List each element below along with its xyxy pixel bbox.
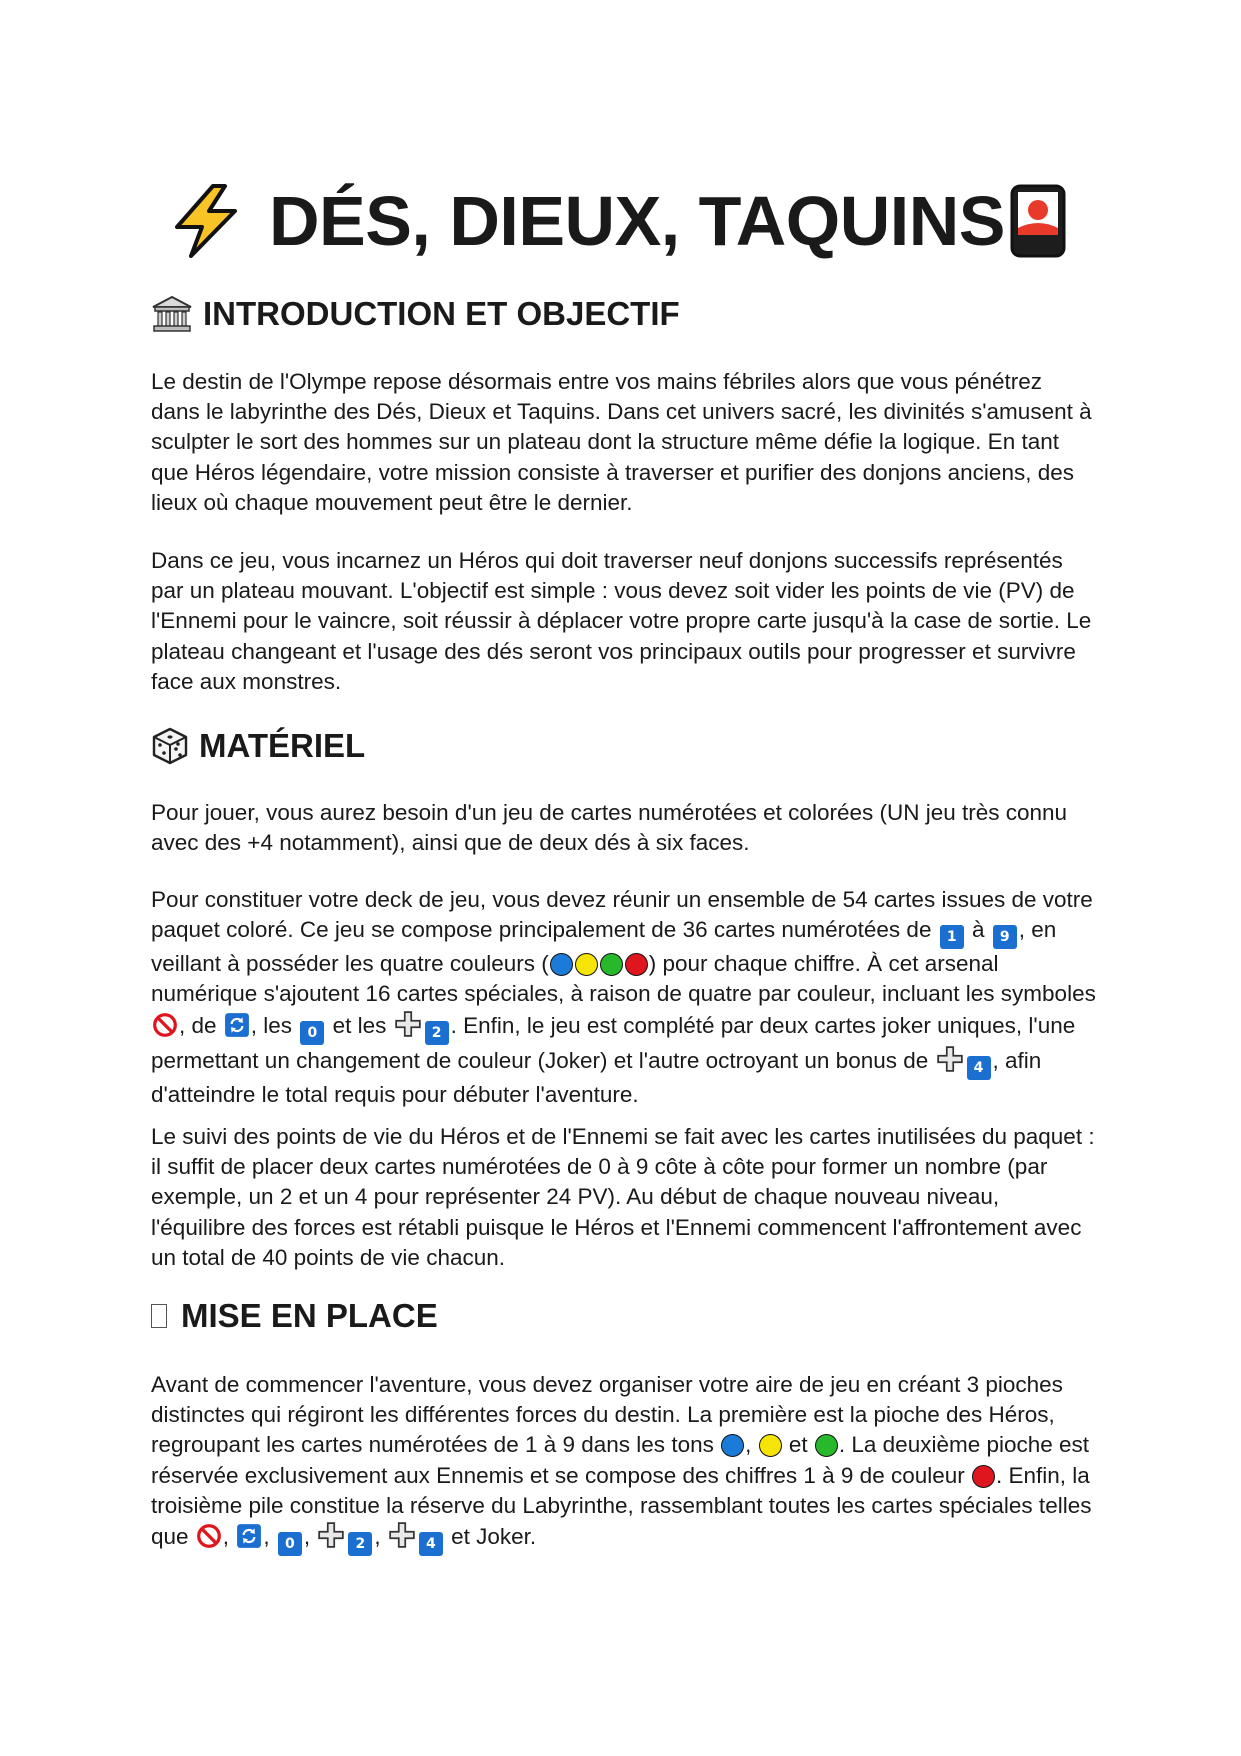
- title-text: DÉS, DIEUX, TAQUINS: [269, 182, 1005, 260]
- yellow-circle-icon: [575, 953, 598, 976]
- yellow-circle-icon: [759, 1434, 782, 1457]
- materiel-paragraph-2: Pour constituer votre deck de jeu, vous devez réunir un ensemble de 54 cartes issues de votre paquet coloré. Ce jeu se compose principalement de 36 cartes numérotées de 1 à 9 , en veillant à posséder les quatre couleurs ( ) pour chaque chiffre. À cet arsenal numérique s'ajoutent 16 cartes spéciales, à raison de quatre par couleur, incluant les symboles , de , les 0 et les 2 . Enfin, le jeu est complété par deux cartes joker uniques, l'une permettant un changement de couleur (Joker) et l'autre octroyant un bonus de 4 , afin d'atteindre le total requis pour débuter l'aventure.: [151, 887, 1096, 1107]
- materiel-paragraph-3: Le suivi des points de vie du Héros et de l'Ennemi se fait avec les cartes inutilisées du paquet : il suffit de placer deux cartes numérotées de 0 à 9 côte à côte pour former un nombre (par exemple, un 2 et un 4 pour représenter 24 PV). Au début de chaque nouveau niveau, l'équilibre des forces est rétabli puisque le Héros et l'Ennemi commencent l'affrontement avec un total de 40 points de vie chacun.: [151, 1124, 1095, 1270]
- blue-card-0: 0: [278, 1532, 302, 1556]
- red-circle-icon: [625, 953, 648, 976]
- intro-paragraph-1: Le destin de l'Olympe repose désormais entre vos mains fébriles alors que vous pénétrez dans le labyrinthe des Dés, Dieux et Taquins. Dans cet univers sacré, les divinités s'amusent à sculpter le sort des hommes sur un plateau dont la structure même défie la logique. En tant que Héros légendaire, votre mission consiste à traverser et purifier des donjons anciens, des lieux où chaque mouvement peut être le dernier.: [151, 369, 1092, 515]
- blue-card-2: 2: [425, 1021, 449, 1045]
- heading-text: MATÉRIEL: [199, 727, 366, 764]
- missing-glyph-icon: [151, 1304, 167, 1328]
- reverse-arrows-icon: [236, 1523, 262, 1549]
- green-circle-icon: [815, 1434, 838, 1457]
- page-title: [169, 176, 1073, 266]
- plus-icon: [388, 1521, 416, 1549]
- plus-icon: [936, 1045, 964, 1073]
- reverse-arrows-icon: [224, 1012, 250, 1038]
- playing-card-icon: [1009, 183, 1067, 259]
- blue-card-4: 4: [419, 1532, 443, 1556]
- classical-building-icon: [151, 294, 193, 334]
- red-circle-icon: [972, 1465, 995, 1488]
- green-circle-icon: [600, 953, 623, 976]
- blue-card-1: 1: [940, 925, 964, 949]
- dice-icon: [151, 726, 189, 766]
- blue-card-9: 9: [993, 925, 1017, 949]
- blue-card-4: 4: [967, 1056, 991, 1080]
- blue-circle-icon: [550, 953, 573, 976]
- section-heading-materiel: [151, 726, 365, 766]
- blue-circle-icon: [721, 1434, 744, 1457]
- intro-paragraph-2: Dans ce jeu, vous incarnez un Héros qui doit traverser neuf donjons successifs représentés par un plateau mouvant. L'objectif est simple : vous devez soit vider les points de vie (PV) de l'Ennemi pour le vaincre, soit réussir à déplacer votre propre carte jusqu'à la case de sortie. Le plateau changeant et l'usage des dés seront vos principaux outils pour progresser et survivre face aux monstres.: [151, 548, 1092, 694]
- lightning-icon: [169, 183, 243, 259]
- blue-card-2: 2: [348, 1532, 372, 1556]
- prohibited-icon: [196, 1523, 222, 1549]
- mise-en-place-paragraph: Avant de commencer l'aventure, vous devez organiser votre aire de jeu en créant 3 pioches distinctes qui régiront les différentes forces du destin. La première est la pioche des Héros, regroupant les cartes numérotées de 1 à 9 dans les tons , et . La deuxième pioche est réservée exclusivement aux Ennemis et se compose des chiffres 1 à 9 de couleur . Enfin, la troisième pile constitue la réserve du Labyrinthe, rassemblant toutes les cartes spéciales telles que , , 0 , 2 , 4 et Joker.: [151, 1370, 1096, 1556]
- materiel-paragraph-1: Pour jouer, vous aurez besoin d'un jeu de cartes numérotées et colorées (UN jeu très connu avec des +4 notamment), ainsi que de deux dés à six faces.: [151, 800, 1068, 856]
- section-heading-introduction: [151, 294, 680, 334]
- plus-icon: [317, 1521, 345, 1549]
- prohibited-icon: [152, 1012, 178, 1038]
- heading-text: MISE EN PLACE: [181, 1297, 438, 1334]
- blue-card-0: 0: [300, 1021, 324, 1045]
- plus-icon: [394, 1010, 422, 1038]
- section-heading-mise-en-place: [151, 1296, 438, 1336]
- heading-text: INTRODUCTION ET OBJECTIF: [203, 295, 680, 332]
